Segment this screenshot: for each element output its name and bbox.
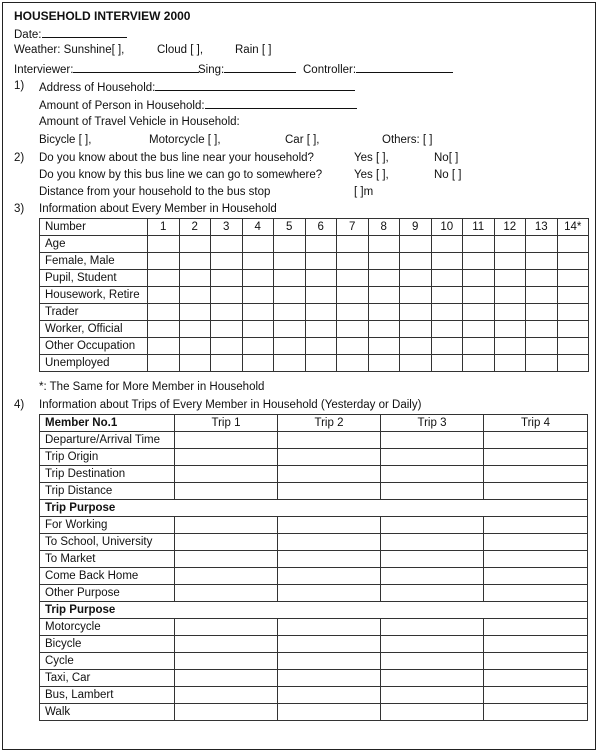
member-column-header: 1	[148, 219, 180, 236]
trip-input-cell[interactable]	[484, 568, 588, 585]
member-input-cell[interactable]	[179, 321, 211, 338]
member-input-cell[interactable]	[211, 253, 243, 270]
member-input-cell[interactable]	[526, 236, 558, 253]
trip-table-row	[40, 704, 588, 721]
member-row-label: Trader	[40, 304, 148, 321]
trip-input-cell[interactable]	[175, 653, 278, 670]
member-input-cell[interactable]	[557, 287, 589, 304]
member-table-row	[40, 236, 589, 253]
member-input-cell[interactable]	[400, 253, 432, 270]
trip-row-label: Come Back Home	[40, 568, 175, 585]
sing-label: Sing:	[198, 64, 225, 76]
car-count[interactable]: Car [ ],	[285, 134, 320, 146]
member-input-cell[interactable]	[463, 338, 495, 355]
trip-input-cell[interactable]	[381, 636, 484, 653]
trip-input-cell[interactable]	[278, 704, 381, 721]
member-input-cell[interactable]	[400, 236, 432, 253]
member-row-label: Worker, Official	[40, 321, 148, 338]
member-input-cell[interactable]	[274, 287, 306, 304]
trip-input-cell[interactable]	[381, 432, 484, 449]
trip-input-cell[interactable]	[175, 704, 278, 721]
member-input-cell[interactable]	[494, 321, 526, 338]
member-input-cell[interactable]	[179, 355, 211, 372]
trip-input-cell[interactable]	[484, 432, 588, 449]
member-column-header: 12	[494, 219, 526, 236]
member-input-cell[interactable]	[463, 253, 495, 270]
member-input-cell[interactable]	[557, 338, 589, 355]
trip-column-header: Trip 4	[484, 415, 588, 432]
trip-input-cell[interactable]	[278, 534, 381, 551]
member-input-cell[interactable]	[148, 304, 180, 321]
trip-input-cell[interactable]	[175, 432, 278, 449]
member-column-header: 9	[400, 219, 432, 236]
member-input-cell[interactable]	[274, 338, 306, 355]
member-table-row	[40, 253, 589, 270]
member-input-cell[interactable]	[274, 270, 306, 287]
trip-table	[39, 414, 588, 721]
member-input-cell[interactable]	[148, 253, 180, 270]
trip-input-cell[interactable]	[175, 636, 278, 653]
date-label: Date:	[14, 29, 42, 41]
trip-input-cell[interactable]	[278, 449, 381, 466]
member-row-label: Unemployed	[40, 355, 148, 372]
trip-input-cell[interactable]	[381, 653, 484, 670]
member-column-header: 13	[526, 219, 558, 236]
trip-input-cell[interactable]	[175, 670, 278, 687]
member-input-cell[interactable]	[305, 304, 337, 321]
member-input-cell[interactable]	[463, 355, 495, 372]
member-column-header: 10	[431, 219, 463, 236]
member-input-cell[interactable]	[431, 355, 463, 372]
member-input-cell[interactable]	[274, 355, 306, 372]
member-input-cell[interactable]	[179, 236, 211, 253]
member-column-header: 8	[368, 219, 400, 236]
q2-line2-yes[interactable]: Yes [ ],	[354, 169, 389, 181]
address-blank[interactable]	[155, 79, 355, 91]
vehicles-label: Amount of Travel Vehicle in Household:	[39, 116, 240, 128]
trip-input-cell[interactable]	[278, 653, 381, 670]
trip-input-cell[interactable]	[278, 551, 381, 568]
member-input-cell[interactable]	[305, 236, 337, 253]
trip-input-cell[interactable]	[381, 585, 484, 602]
member-input-cell[interactable]	[337, 304, 369, 321]
member-input-cell[interactable]	[337, 321, 369, 338]
trip-table-row	[40, 636, 588, 653]
trip-table-row	[40, 449, 588, 466]
member-input-cell[interactable]	[242, 304, 274, 321]
member-no-header: Member No.1	[40, 415, 175, 432]
member-input-cell[interactable]	[463, 304, 495, 321]
member-column-header: 11	[463, 219, 495, 236]
trip-input-cell[interactable]	[484, 585, 588, 602]
member-input-cell[interactable]	[526, 355, 558, 372]
sing-field[interactable]	[198, 61, 296, 77]
trip-input-cell[interactable]	[175, 619, 278, 636]
member-row-label: Female, Male	[40, 253, 148, 270]
member-input-cell[interactable]	[526, 338, 558, 355]
trip-table-row	[40, 534, 588, 551]
member-input-cell[interactable]	[463, 287, 495, 304]
member-input-cell[interactable]	[557, 253, 589, 270]
member-input-cell[interactable]	[431, 321, 463, 338]
controller-label: Controller:	[303, 64, 357, 76]
member-input-cell[interactable]	[400, 338, 432, 355]
member-input-cell[interactable]	[179, 287, 211, 304]
member-input-cell[interactable]	[179, 270, 211, 287]
interviewer-label: Interviewer:	[14, 64, 74, 76]
q3-heading: Information about Every Member in Household	[39, 203, 277, 215]
trip-table-row	[40, 517, 588, 534]
q2-line2-no[interactable]: No [ ]	[434, 169, 462, 181]
trip-input-cell[interactable]	[484, 704, 588, 721]
q2-distance-value[interactable]: [ ]m	[354, 186, 374, 198]
member-input-cell[interactable]	[557, 304, 589, 321]
address-label: Address of Household:	[39, 82, 156, 94]
member-table-header	[40, 219, 589, 236]
member-column-header: 2	[179, 219, 211, 236]
sing-blank[interactable]	[224, 61, 296, 73]
member-input-cell[interactable]	[305, 270, 337, 287]
trip-row-label: Other Purpose	[40, 585, 175, 602]
interviewer-blank[interactable]	[73, 61, 199, 73]
trip-input-cell[interactable]	[381, 551, 484, 568]
member-input-cell[interactable]	[400, 270, 432, 287]
trip-input-cell[interactable]	[175, 517, 278, 534]
member-table-row	[40, 338, 589, 355]
trip-input-cell[interactable]	[175, 534, 278, 551]
member-input-cell[interactable]	[274, 321, 306, 338]
member-input-cell[interactable]	[463, 236, 495, 253]
member-input-cell[interactable]	[337, 338, 369, 355]
member-input-cell[interactable]	[431, 338, 463, 355]
member-input-cell[interactable]	[431, 253, 463, 270]
trip-row-label: Cycle	[40, 653, 175, 670]
trip-row-label: For Working	[40, 517, 175, 534]
q2-line3-text: Distance from your household to the bus stop	[39, 186, 271, 198]
member-input-cell[interactable]	[431, 270, 463, 287]
member-input-cell[interactable]	[148, 236, 180, 253]
member-input-cell[interactable]	[526, 287, 558, 304]
member-input-cell[interactable]	[179, 253, 211, 270]
member-input-cell[interactable]	[368, 236, 400, 253]
member-input-cell[interactable]	[242, 355, 274, 372]
member-table-row	[40, 321, 589, 338]
trip-input-cell[interactable]	[381, 670, 484, 687]
member-input-cell[interactable]	[337, 253, 369, 270]
member-input-cell[interactable]	[431, 236, 463, 253]
member-input-cell[interactable]	[368, 287, 400, 304]
member-column-header: 6	[305, 219, 337, 236]
interviewer-field[interactable]	[14, 61, 199, 77]
trip-input-cell[interactable]	[381, 704, 484, 721]
member-input-cell[interactable]	[494, 304, 526, 321]
member-input-cell[interactable]	[526, 321, 558, 338]
member-input-cell[interactable]	[494, 287, 526, 304]
trip-row-label: Trip Origin	[40, 449, 175, 466]
trip-input-cell[interactable]	[484, 449, 588, 466]
member-input-cell[interactable]	[557, 321, 589, 338]
member-input-cell[interactable]	[400, 355, 432, 372]
trip-table-header	[40, 415, 588, 432]
member-input-cell[interactable]	[557, 236, 589, 253]
member-input-cell[interactable]	[368, 253, 400, 270]
trip-row-label: Trip Destination	[40, 466, 175, 483]
member-input-cell[interactable]	[494, 355, 526, 372]
member-input-cell[interactable]	[179, 338, 211, 355]
member-input-cell[interactable]	[148, 321, 180, 338]
trip-input-cell[interactable]	[484, 534, 588, 551]
trip-table-row	[40, 670, 588, 687]
trip-input-cell[interactable]	[484, 517, 588, 534]
member-input-cell[interactable]	[211, 321, 243, 338]
trip-input-cell[interactable]	[381, 534, 484, 551]
member-input-cell[interactable]	[305, 253, 337, 270]
q4-number: 4)	[14, 399, 25, 411]
persons-field[interactable]	[39, 97, 357, 113]
trip-table-row	[40, 432, 588, 449]
trip-input-cell[interactable]	[484, 483, 588, 500]
trip-input-cell[interactable]	[484, 653, 588, 670]
persons-label: Amount of Person in Household:	[39, 100, 205, 112]
member-column-header: 4	[242, 219, 274, 236]
member-table-row	[40, 270, 589, 287]
trip-input-cell[interactable]	[381, 449, 484, 466]
trip-input-cell[interactable]	[175, 585, 278, 602]
trip-input-cell[interactable]	[381, 619, 484, 636]
member-row-label: Pupil, Student	[40, 270, 148, 287]
member-input-cell[interactable]	[305, 338, 337, 355]
trip-input-cell[interactable]	[175, 483, 278, 500]
trip-section-row	[40, 602, 588, 619]
address-field[interactable]	[39, 79, 355, 95]
member-input-cell[interactable]	[463, 270, 495, 287]
member-input-cell[interactable]	[148, 338, 180, 355]
member-input-cell[interactable]	[211, 304, 243, 321]
trip-input-cell[interactable]	[278, 483, 381, 500]
q4-heading: Information about Trips of Every Member in Household (Yesterday or Daily)	[39, 399, 422, 411]
trip-input-cell[interactable]	[381, 483, 484, 500]
trip-table-row	[40, 466, 588, 483]
member-input-cell[interactable]	[463, 321, 495, 338]
trip-table-row	[40, 483, 588, 500]
member-table	[39, 218, 589, 372]
others-count[interactable]: Others: [ ]	[382, 134, 433, 146]
trip-input-cell[interactable]	[484, 466, 588, 483]
q2-line1-no[interactable]: No[ ]	[434, 152, 459, 164]
member-input-cell[interactable]	[431, 304, 463, 321]
member-input-cell[interactable]	[274, 304, 306, 321]
trip-row-label: Bus, Lambert	[40, 687, 175, 704]
q2-line1-yes[interactable]: Yes [ ],	[354, 152, 389, 164]
trip-input-cell[interactable]	[484, 551, 588, 568]
member-input-cell[interactable]	[211, 270, 243, 287]
member-input-cell[interactable]	[400, 321, 432, 338]
member-input-cell[interactable]	[211, 338, 243, 355]
member-column-header: 14*	[557, 219, 589, 236]
member-input-cell[interactable]	[557, 355, 589, 372]
trip-section-label: Trip Purpose	[40, 500, 588, 517]
weather-sunshine[interactable]: Weather: Sunshine[ ],	[14, 44, 125, 56]
trip-input-cell[interactable]	[484, 636, 588, 653]
trip-input-cell[interactable]	[278, 568, 381, 585]
member-input-cell[interactable]	[211, 355, 243, 372]
weather-cloud[interactable]: Cloud [ ],	[157, 44, 204, 56]
trip-input-cell[interactable]	[175, 551, 278, 568]
member-input-cell[interactable]	[242, 253, 274, 270]
trip-table-row	[40, 585, 588, 602]
trip-input-cell[interactable]	[278, 466, 381, 483]
member-input-cell[interactable]	[337, 287, 369, 304]
member-input-cell[interactable]	[305, 321, 337, 338]
member-input-cell[interactable]	[494, 253, 526, 270]
member-row-label: Other Occupation	[40, 338, 148, 355]
member-column-header: 3	[211, 219, 243, 236]
trip-input-cell[interactable]	[381, 466, 484, 483]
trip-row-label: Departure/Arrival Time	[40, 432, 175, 449]
trip-table-row	[40, 687, 588, 704]
trip-row-label: Motorcycle	[40, 619, 175, 636]
trip-input-cell[interactable]	[484, 670, 588, 687]
trip-input-cell[interactable]	[278, 517, 381, 534]
trip-table-row	[40, 653, 588, 670]
q3-number: 3)	[14, 203, 25, 215]
trip-table-row	[40, 568, 588, 585]
motorcycle-count[interactable]: Motorcycle [ ],	[149, 134, 221, 146]
member-input-cell[interactable]	[337, 270, 369, 287]
member-row-label: Age	[40, 236, 148, 253]
member-input-cell[interactable]	[242, 338, 274, 355]
trip-row-label: Taxi, Car	[40, 670, 175, 687]
member-input-cell[interactable]	[368, 270, 400, 287]
trip-input-cell[interactable]	[278, 585, 381, 602]
member-input-cell[interactable]	[148, 355, 180, 372]
member-input-cell[interactable]	[242, 287, 274, 304]
member-input-cell[interactable]	[400, 287, 432, 304]
member-input-cell[interactable]	[305, 355, 337, 372]
member-input-cell[interactable]	[368, 321, 400, 338]
member-input-cell[interactable]	[337, 355, 369, 372]
member-input-cell[interactable]	[526, 304, 558, 321]
member-input-cell[interactable]	[400, 304, 432, 321]
controller-blank[interactable]	[356, 61, 453, 73]
trip-input-cell[interactable]	[175, 449, 278, 466]
trip-row-label: To Market	[40, 551, 175, 568]
member-number-header: Number	[40, 219, 148, 236]
member-row-label: Housework, Retire	[40, 287, 148, 304]
member-input-cell[interactable]	[242, 236, 274, 253]
trip-table-row	[40, 551, 588, 568]
weather-rain[interactable]: Rain [ ]	[235, 44, 272, 56]
q2-line2-text: Do you know by this bus line we can go to somewhere?	[39, 169, 323, 181]
trip-input-cell[interactable]	[381, 568, 484, 585]
trip-table-row	[40, 619, 588, 636]
member-input-cell[interactable]	[557, 270, 589, 287]
date-blank[interactable]	[42, 26, 127, 38]
bicycle-count[interactable]: Bicycle [ ],	[39, 134, 92, 146]
member-table-row	[40, 287, 589, 304]
trip-input-cell[interactable]	[278, 619, 381, 636]
member-input-cell[interactable]	[368, 355, 400, 372]
member-input-cell[interactable]	[148, 270, 180, 287]
member-input-cell[interactable]	[494, 236, 526, 253]
q2-line1-text: Do you know about the bus line near your household?	[39, 152, 314, 164]
member-column-header: 7	[337, 219, 369, 236]
member-input-cell[interactable]	[368, 338, 400, 355]
trip-column-header: Trip 2	[278, 415, 381, 432]
member-input-cell[interactable]	[494, 270, 526, 287]
persons-blank[interactable]	[205, 97, 357, 109]
trip-input-cell[interactable]	[381, 517, 484, 534]
trip-input-cell[interactable]	[278, 670, 381, 687]
trip-row-label: Bicycle	[40, 636, 175, 653]
trip-column-header: Trip 3	[381, 415, 484, 432]
q3-footnote: *: The Same for More Member in Household	[39, 381, 265, 393]
member-input-cell[interactable]	[526, 270, 558, 287]
member-input-cell[interactable]	[368, 304, 400, 321]
trip-input-cell[interactable]	[175, 466, 278, 483]
q2-number: 2)	[14, 152, 25, 164]
date-field[interactable]	[14, 26, 127, 42]
member-input-cell[interactable]	[242, 270, 274, 287]
trip-input-cell[interactable]	[278, 636, 381, 653]
trip-input-cell[interactable]	[381, 687, 484, 704]
trip-row-label: Walk	[40, 704, 175, 721]
member-input-cell[interactable]	[337, 236, 369, 253]
member-column-header: 5	[274, 219, 306, 236]
member-table-row	[40, 355, 589, 372]
trip-input-cell[interactable]	[484, 687, 588, 704]
trip-column-header: Trip 1	[175, 415, 278, 432]
member-input-cell[interactable]	[211, 236, 243, 253]
member-input-cell[interactable]	[148, 287, 180, 304]
trip-input-cell[interactable]	[175, 687, 278, 704]
member-input-cell[interactable]	[242, 321, 274, 338]
member-input-cell[interactable]	[179, 304, 211, 321]
trip-section-label: Trip Purpose	[40, 602, 588, 619]
member-input-cell[interactable]	[274, 253, 306, 270]
trip-input-cell[interactable]	[278, 687, 381, 704]
member-input-cell[interactable]	[305, 287, 337, 304]
member-input-cell[interactable]	[494, 338, 526, 355]
trip-row-label: To School, University	[40, 534, 175, 551]
member-table-row	[40, 304, 589, 321]
member-input-cell[interactable]	[211, 287, 243, 304]
trip-input-cell[interactable]	[484, 619, 588, 636]
trip-section-row	[40, 500, 588, 517]
q1-number: 1)	[14, 80, 25, 92]
member-input-cell[interactable]	[274, 236, 306, 253]
trip-row-label: Trip Distance	[40, 483, 175, 500]
member-input-cell[interactable]	[526, 253, 558, 270]
member-input-cell[interactable]	[431, 287, 463, 304]
trip-input-cell[interactable]	[175, 568, 278, 585]
form-title: HOUSEHOLD INTERVIEW 2000	[14, 9, 191, 23]
controller-field[interactable]	[303, 61, 453, 77]
trip-input-cell[interactable]	[278, 432, 381, 449]
